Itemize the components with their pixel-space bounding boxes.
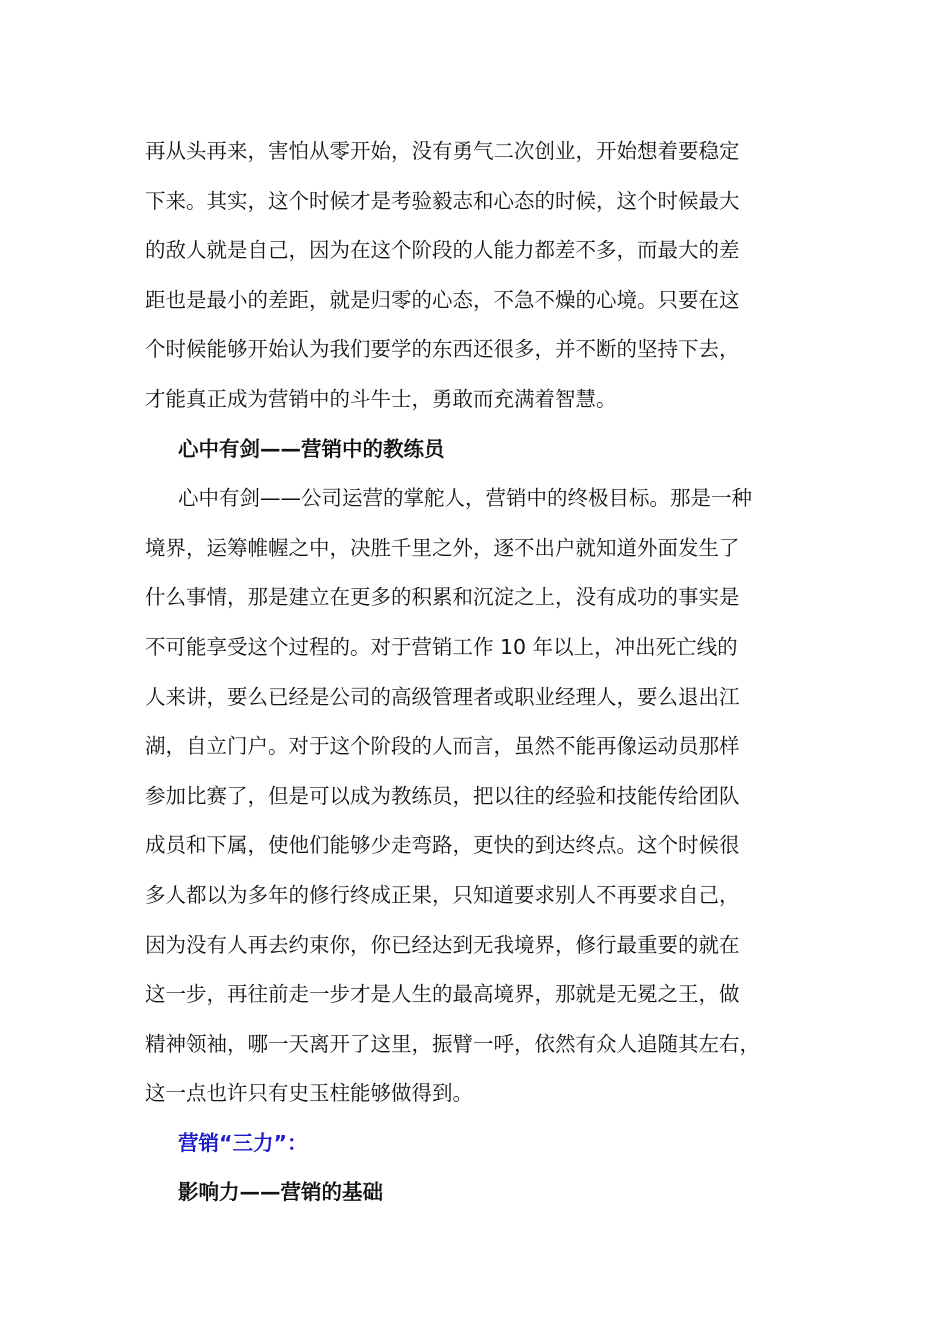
text-line: 距也是最小的差距，就是归零的心态，不急不燥的心境。只要在这	[145, 287, 740, 312]
text-line: 下来。其实，这个时候才是考验毅志和心态的时候，这个时候最大	[145, 188, 740, 213]
text-line: 人来讲，要么已经是公司的高级管理者或职业经理人，要么退出江	[145, 684, 740, 709]
text-line: 精神领袖，哪一天离开了这里，振臂一呼，依然有众人追随其左右，	[145, 1031, 760, 1056]
text-line: 多人都以为多年的修行终成正果，只知道要求别人不再要求自己，	[145, 882, 740, 907]
document-body	[145, 127, 825, 1218]
paragraph-coach	[145, 474, 825, 1119]
text-line: 不可能享受这个过程的。对于营销工作 10 年以上，冲出死亡线的	[145, 634, 738, 659]
text-line: 成员和下属，使他们能够少走弯路，更快的到达终点。这个时候很	[145, 833, 740, 858]
text-line: 这一步，再往前走一步才是人生的最高境界，那就是无冕之王，做	[145, 982, 740, 1007]
text-line: 这一点也许只有史玉柱能够做得到。	[145, 1081, 473, 1106]
section-heading-coach: 心中有剑——营销中的教练员	[178, 436, 445, 461]
text-line: 再从头再来，害怕从零开始，没有勇气二次创业，开始想着要稳定	[145, 139, 740, 163]
text-line: 参加比赛了，但是可以成为教练员，把以往的经验和技能传给团队	[145, 783, 740, 808]
text-line: 心中有剑——公司运营的掌舵人，营销中的终极目标。那是一种	[178, 486, 752, 511]
section-heading-influence: 影响力——营销的基础	[178, 1180, 383, 1205]
text-line: 境界，运筹帷幄之中，决胜千里之外，逐不出户就知道外面发生了	[145, 535, 740, 560]
text-line: 因为没有人再去约束你，你已经达到无我境界，修行最重要的就在	[145, 932, 740, 957]
text-line: 才能真正成为营销中的斗牛士，勇敢而充满着智慧。	[145, 386, 617, 411]
text-line: 个时候能够开始认为我们要学的东西还很多，并不断的坚持下去，	[145, 337, 740, 362]
text-line: 什么事情，那是建立在更多的积累和沉淀之上，没有成功的事实是	[145, 585, 740, 610]
paragraph-continued	[145, 127, 825, 425]
section-heading-three-forces: 营销“三力”：	[178, 1130, 308, 1155]
text-line: 的敌人就是自己，因为在这个阶段的人能力都差不多，而最大的差	[145, 238, 740, 263]
text-line: 湖，自立门户。对于这个阶段的人而言，虽然不能再像运动员那样	[145, 734, 740, 759]
